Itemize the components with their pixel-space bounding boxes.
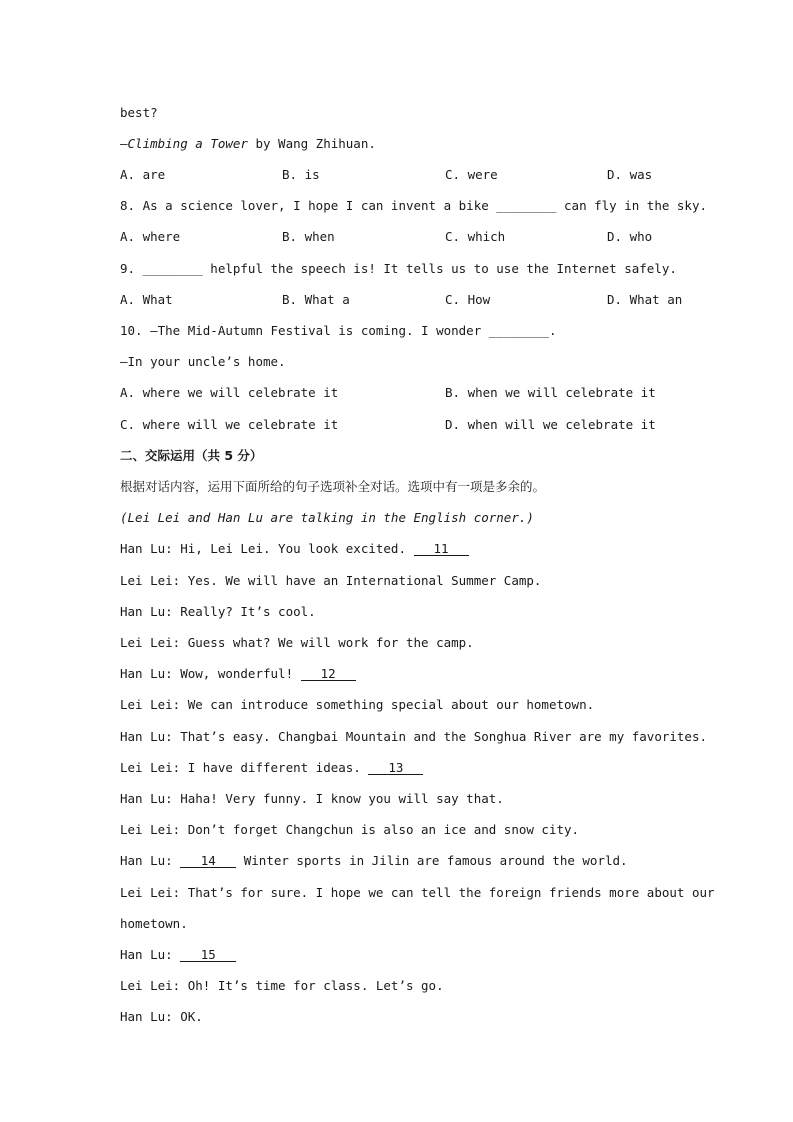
- section-heading: 二、交际运用（共 5 分）: [120, 448, 263, 463]
- q7-option-b: B. is: [282, 167, 320, 182]
- q10-option-c: C. where will we celebrate it: [120, 417, 339, 432]
- dialogue-line: [120, 666, 356, 682]
- q9-option-c: C. How: [445, 292, 491, 307]
- q10-stem: 10. —The Mid-Autumn Festival is coming. I wonder ________.: [120, 323, 557, 338]
- q10-reply: —In your uncle’s home.: [120, 354, 286, 369]
- dialogue-line: Lei Lei: That’s for sure. I hope we can tell the foreign friends more about our: [120, 885, 715, 900]
- dialogue-line: Han Lu: That’s easy. Changbai Mountain and the Songhua River are my favorites.: [120, 729, 707, 744]
- q9-stem: 9. ________ helpful the speech is! It tells us to use the Internet safely.: [120, 261, 677, 276]
- dialogue-text: Winter sports in Jilin are famous around the world.: [236, 853, 628, 868]
- dialogue-line: Lei Lei: Guess what? We will work for the camp.: [120, 635, 474, 650]
- q9-option-b: B. What a: [282, 292, 350, 307]
- q8-option-d: D. who: [607, 229, 653, 244]
- dialogue-line: Lei Lei: Yes. We will have an International Summer Camp.: [120, 573, 542, 588]
- section-instruction: 根据对话内容，运用下面所给的句子选项补全对话。选项中有一项是多余的。: [120, 479, 546, 494]
- answer-blank-13[interactable]: 13: [368, 761, 423, 775]
- answer-rest: by Wang Zhihuan.: [247, 136, 376, 151]
- dialogue-line: Lei Lei: Don’t forget Changchun is also an ice and snow city.: [120, 822, 580, 837]
- dialogue-context: (Lei Lei and Han Lu are talking in the English corner.): [120, 510, 534, 525]
- answer-blank-11[interactable]: 11: [414, 542, 469, 556]
- dash: —: [120, 136, 128, 151]
- dialogue-text: Han Lu: Hi, Lei Lei. You look excited.: [120, 541, 414, 556]
- dialogue-text: Han Lu:: [120, 853, 181, 868]
- q9-option-a: A. What: [120, 292, 173, 307]
- dialogue-line: [120, 541, 469, 557]
- dialogue-line: [120, 760, 423, 776]
- q8-option-c: C. which: [445, 229, 506, 244]
- q7-option-c: C. were: [445, 167, 498, 182]
- dialogue-line: [120, 947, 236, 963]
- dialogue-line: Han Lu: OK.: [120, 1009, 203, 1024]
- dialogue-line: hometown.: [120, 916, 188, 931]
- q7-stem-continuation: best?: [120, 105, 158, 120]
- q10-option-d: D. when will we celebrate it: [445, 417, 656, 432]
- dialogue-line: [120, 853, 628, 869]
- answer-blank-12[interactable]: 12: [301, 667, 356, 681]
- answer-blank-15[interactable]: 15: [180, 948, 236, 962]
- dialogue-line: Lei Lei: We can introduce something special about our hometown.: [120, 697, 595, 712]
- dialogue-line: Lei Lei: Oh! It’s time for class. Let’s go.: [120, 978, 444, 993]
- q10-option-a: A. where we will celebrate it: [120, 385, 339, 400]
- dialogue-text: Han Lu: Wow, wonderful!: [120, 666, 301, 681]
- q8-stem: 8. As a science lover, I hope I can invent a bike ________ can fly in the sky.: [120, 198, 707, 213]
- answer-blank-14[interactable]: 14: [180, 854, 236, 868]
- q7-option-d: D. was: [607, 167, 653, 182]
- q7-option-a: A. are: [120, 167, 166, 182]
- dialogue-text: Lei Lei: I have different ideas.: [120, 760, 369, 775]
- dialogue-text: Han Lu:: [120, 947, 181, 962]
- dialogue-line: Han Lu: Haha! Very funny. I know you will say that.: [120, 791, 504, 806]
- q8-option-a: A. where: [120, 229, 181, 244]
- q10-option-b: B. when we will celebrate it: [445, 385, 656, 400]
- q8-option-b: B. when: [282, 229, 335, 244]
- dialogue-line: Han Lu: Really? It’s cool.: [120, 604, 316, 619]
- q9-option-d: D. What an: [607, 292, 683, 307]
- poem-title: Climbing a Tower: [127, 136, 248, 151]
- q7-answer-line: [120, 136, 376, 152]
